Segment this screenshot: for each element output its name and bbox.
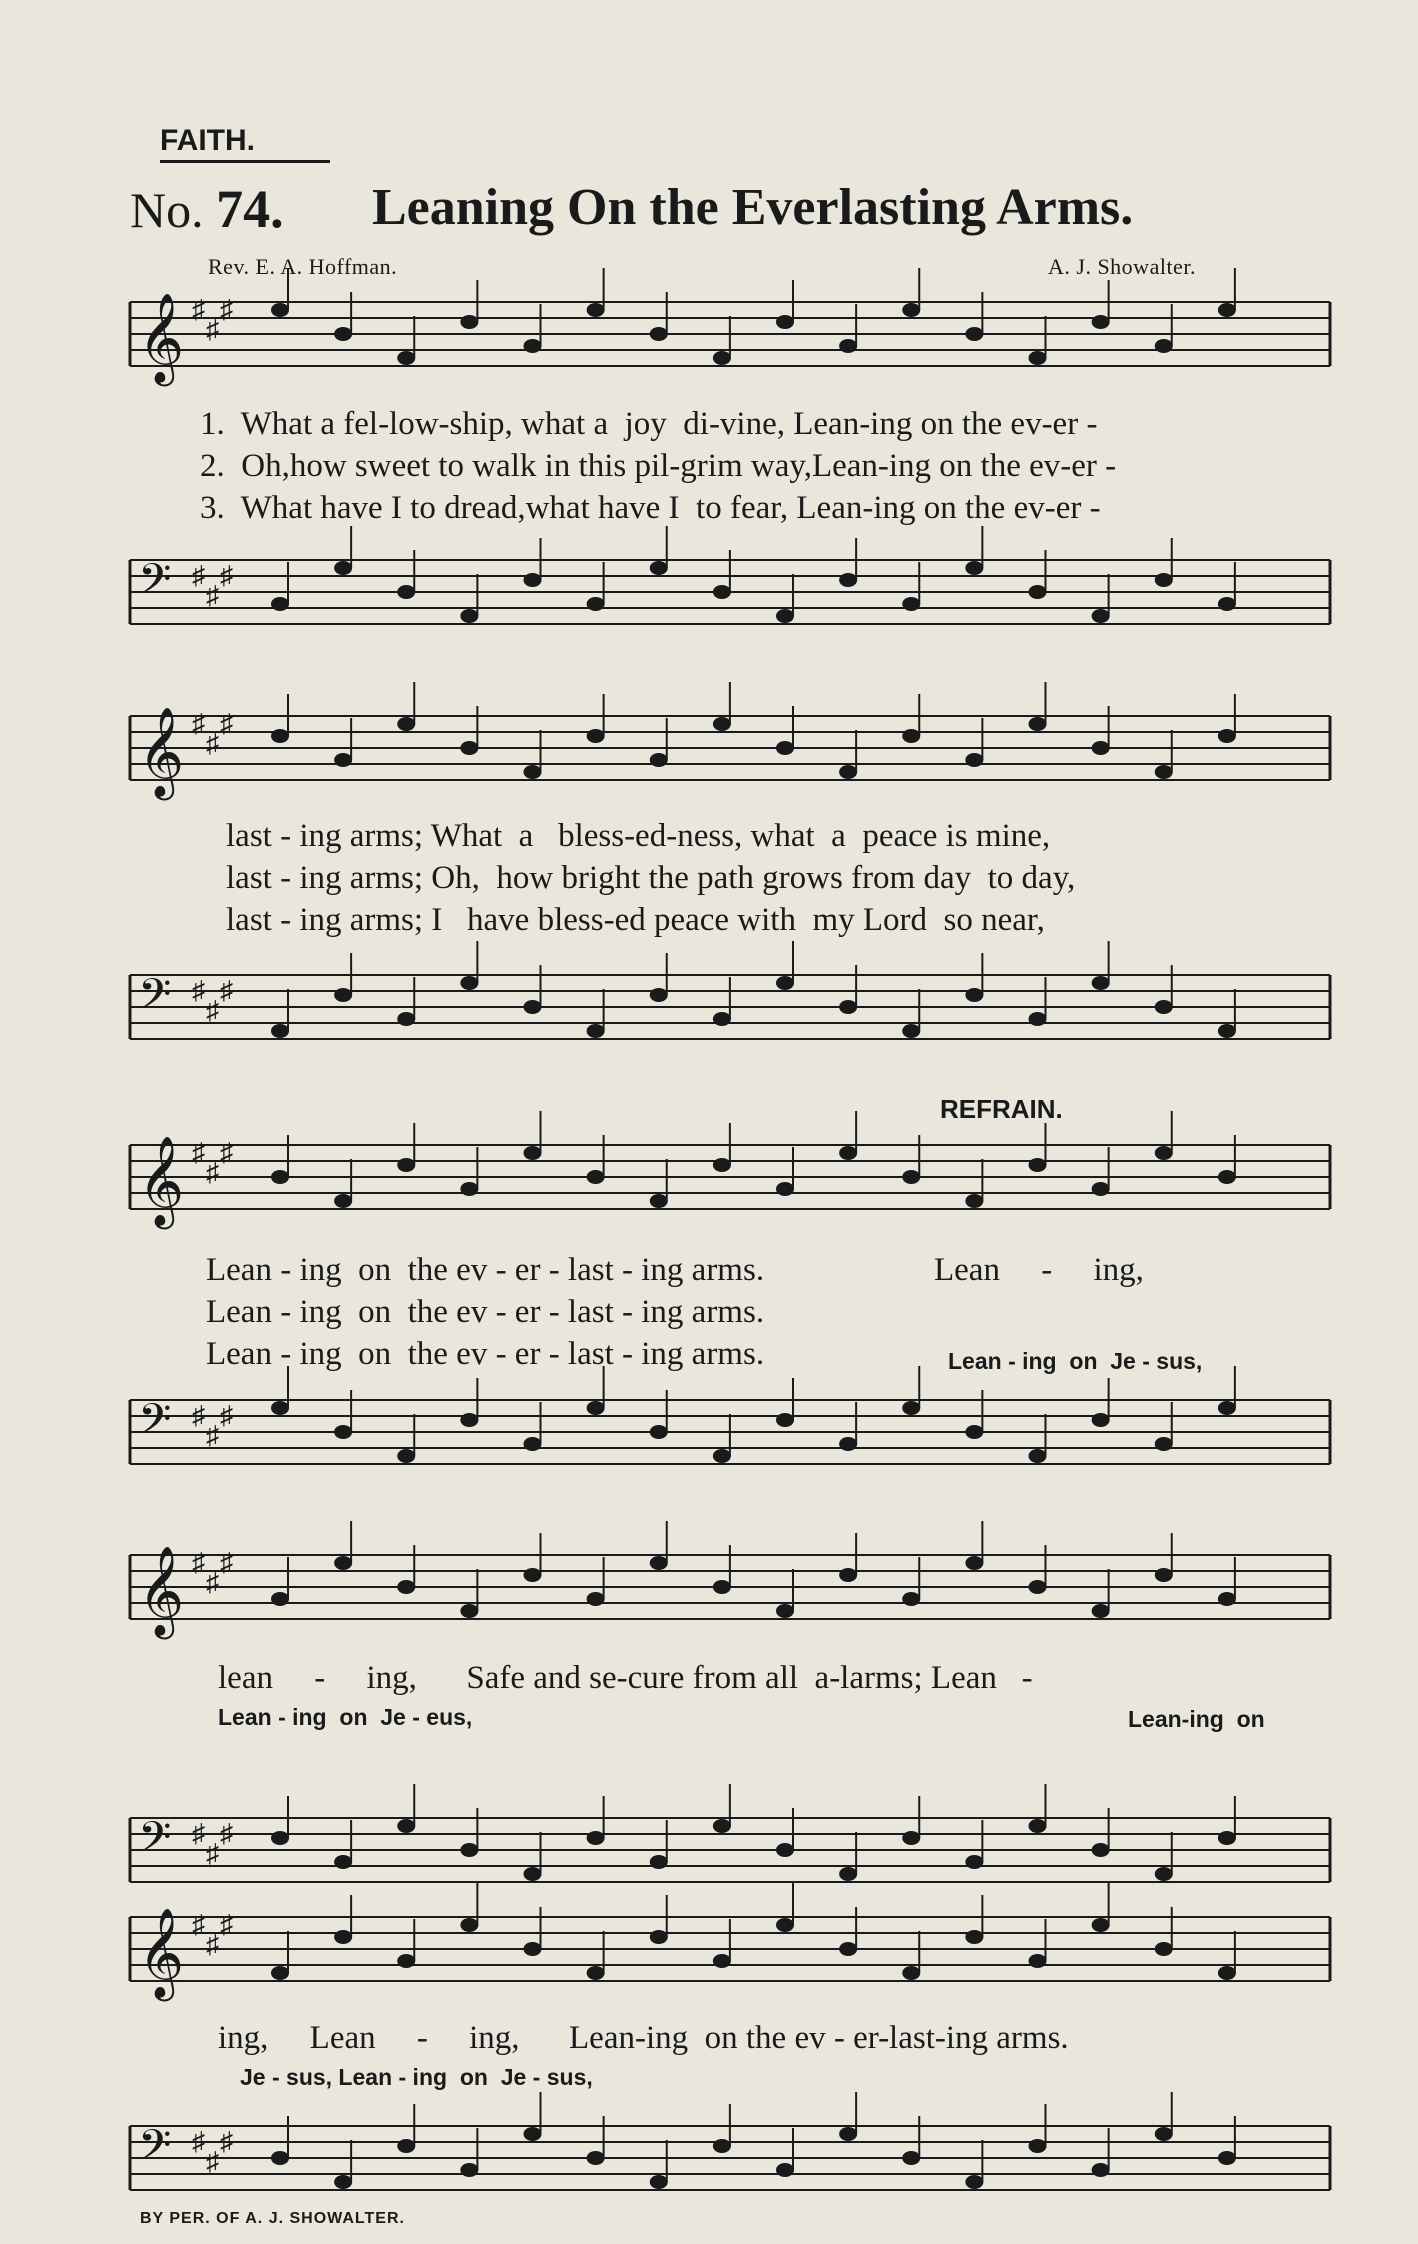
- sharp-icon: ♯: [220, 561, 233, 590]
- sharp-icon: ♯: [220, 1910, 233, 1939]
- sharp-icon: ♯: [220, 976, 233, 1005]
- treble-staff-5: [130, 1883, 1330, 2002]
- note-head: [587, 2151, 605, 2165]
- sharp-icon: ♯: [192, 295, 205, 324]
- refrain-label: REFRAIN.: [940, 1094, 1063, 1124]
- sharp-icon: ♯: [220, 1401, 233, 1430]
- note-head: [1155, 2127, 1173, 2141]
- hymn-number-prefix: No.: [130, 182, 204, 238]
- note-head: [271, 2151, 289, 2165]
- note-head: [839, 2127, 857, 2141]
- bass-clef-icon: 𝄢: [138, 1813, 172, 1873]
- verse-2-line-3: Lean - ing on the ev - er - last - ing arms.: [206, 1294, 765, 1330]
- note-head: [650, 2175, 668, 2189]
- sharp-icon: ♯: [206, 2147, 219, 2176]
- sharp-icon: ♯: [206, 581, 219, 610]
- sharp-icon: ♯: [206, 996, 219, 1025]
- verse-1-line-2: last - ing arms; What a bless-ed-ness, what a peace is mine,: [226, 818, 1051, 854]
- sharp-icon: ♯: [192, 2127, 205, 2156]
- treble-clef-icon: 𝄞: [138, 1546, 185, 1636]
- note-head: [334, 1930, 352, 1944]
- footer-permission: BY PER. OF A. J. SHOWALTER.: [140, 2210, 405, 2227]
- sharp-icon: ♯: [220, 295, 233, 324]
- bass-staff-5: [130, 2092, 1330, 2190]
- note-head: [524, 2127, 542, 2141]
- note-head: [334, 2175, 352, 2189]
- note-head: [1029, 2139, 1047, 2153]
- note-head: [460, 2163, 478, 2177]
- treble-clef-icon: 𝄞: [138, 1136, 185, 1226]
- sharp-icon: ♯: [192, 1138, 205, 1167]
- sharp-icon: ♯: [192, 709, 205, 738]
- note-head: [587, 1966, 605, 1980]
- note-head: [713, 1954, 731, 1968]
- verse-1-line-1: 1. What a fel-low-ship, what a joy di-vine, Lean-ing on the ev-er -: [200, 406, 1098, 442]
- hymn-title: Leaning On the Everlasting Arms.: [372, 179, 1134, 236]
- verse-3-line-2: last - ing arms; I have bless-ed peace with my Lord so near,: [226, 902, 1045, 938]
- treble-clef-icon: 𝄞: [138, 293, 185, 383]
- verse-3-line-1: 3. What have I to dread,what have I to fear, Lean-ing on the ev-er -: [200, 490, 1101, 526]
- sharp-icon: ♯: [220, 1548, 233, 1577]
- bass-clef-icon: 𝄢: [138, 555, 172, 615]
- note-head: [271, 1966, 289, 1980]
- sharp-icon: ♯: [206, 1568, 219, 1597]
- hymn-composer: A. J. Showalter.: [1048, 254, 1196, 279]
- refrain-line-4-bass-b: Lean-ing on: [1128, 1706, 1265, 1732]
- sharp-icon: ♯: [206, 1158, 219, 1187]
- note-head: [1218, 2151, 1236, 2165]
- sharp-icon: ♯: [220, 1819, 233, 1848]
- hymn-number-value: 74.: [216, 179, 284, 239]
- note-head: [902, 1966, 920, 1980]
- sharp-icon: ♯: [206, 315, 219, 344]
- sharp-icon: ♯: [206, 1421, 219, 1450]
- verse-2-line-1: 2. Oh,how sweet to walk in this pil-grim way,Lean-ing on the ev-er -: [200, 448, 1117, 484]
- note-head: [397, 2139, 415, 2153]
- bass-clef-icon: 𝄢: [138, 970, 172, 1030]
- note-head: [1029, 1954, 1047, 1968]
- category-label: FAITH.: [160, 124, 330, 163]
- sharp-icon: ♯: [192, 1910, 205, 1939]
- note-head: [460, 1918, 478, 1932]
- bass-clef-icon: 𝄢: [138, 2121, 172, 2181]
- note-head: [965, 1930, 983, 1944]
- treble-clef-icon: 𝄞: [138, 707, 185, 797]
- note-head: [397, 1954, 415, 1968]
- treble-clef-icon: 𝄞: [138, 1908, 185, 1998]
- sharp-icon: ♯: [220, 709, 233, 738]
- sharp-icon: ♯: [206, 1839, 219, 1868]
- note-head: [839, 1942, 857, 1956]
- sharp-icon: ♯: [206, 729, 219, 758]
- sharp-icon: ♯: [192, 1548, 205, 1577]
- note-head: [713, 2139, 731, 2153]
- note-head: [1092, 2163, 1110, 2177]
- note-head: [1218, 1966, 1236, 1980]
- refrain-line-3-bass: Lean - ing on Je - sus,: [948, 1348, 1203, 1374]
- sharp-icon: ♯: [192, 976, 205, 1005]
- refrain-line-3-soprano: Lean - ing,: [934, 1252, 1144, 1288]
- note-head: [776, 1918, 794, 1932]
- sharp-icon: ♯: [206, 1930, 219, 1959]
- refrain-line-4-soprano: lean - ing, Safe and se-cure from all a-larms; Lean -: [218, 1660, 1033, 1696]
- sharp-icon: ♯: [192, 1401, 205, 1430]
- note-head: [776, 2163, 794, 2177]
- refrain-line-5-soprano: ing, Lean - ing, Lean-ing on the ev - er-last-ing arms.: [218, 2020, 1069, 2056]
- verse-2-line-2: last - ing arms; Oh, how bright the path grows from day to day,: [226, 860, 1076, 896]
- hymn-author: Rev. E. A. Hoffman.: [208, 254, 398, 279]
- note-head: [965, 2175, 983, 2189]
- verse-1-line-3: Lean - ing on the ev - er - last - ing arms.: [206, 1252, 765, 1288]
- bass-clef-icon: 𝄢: [138, 1395, 172, 1455]
- refrain-line-4-bass-a: Lean - ing on Je - eus,: [218, 1704, 473, 1730]
- note-head: [1092, 1918, 1110, 1932]
- note-head: [902, 2151, 920, 2165]
- refrain-line-5-bass: Je - sus, Lean - ing on Je - sus,: [240, 2064, 593, 2090]
- sharp-icon: ♯: [192, 561, 205, 590]
- note-head: [650, 1930, 668, 1944]
- sharp-icon: ♯: [220, 1138, 233, 1167]
- sharp-icon: ♯: [220, 2127, 233, 2156]
- verse-3-line-3: Lean - ing on the ev - er - last - ing arms.: [206, 1336, 765, 1372]
- sharp-icon: ♯: [192, 1819, 205, 1848]
- note-head: [1155, 1942, 1173, 1956]
- note-head: [524, 1942, 542, 1956]
